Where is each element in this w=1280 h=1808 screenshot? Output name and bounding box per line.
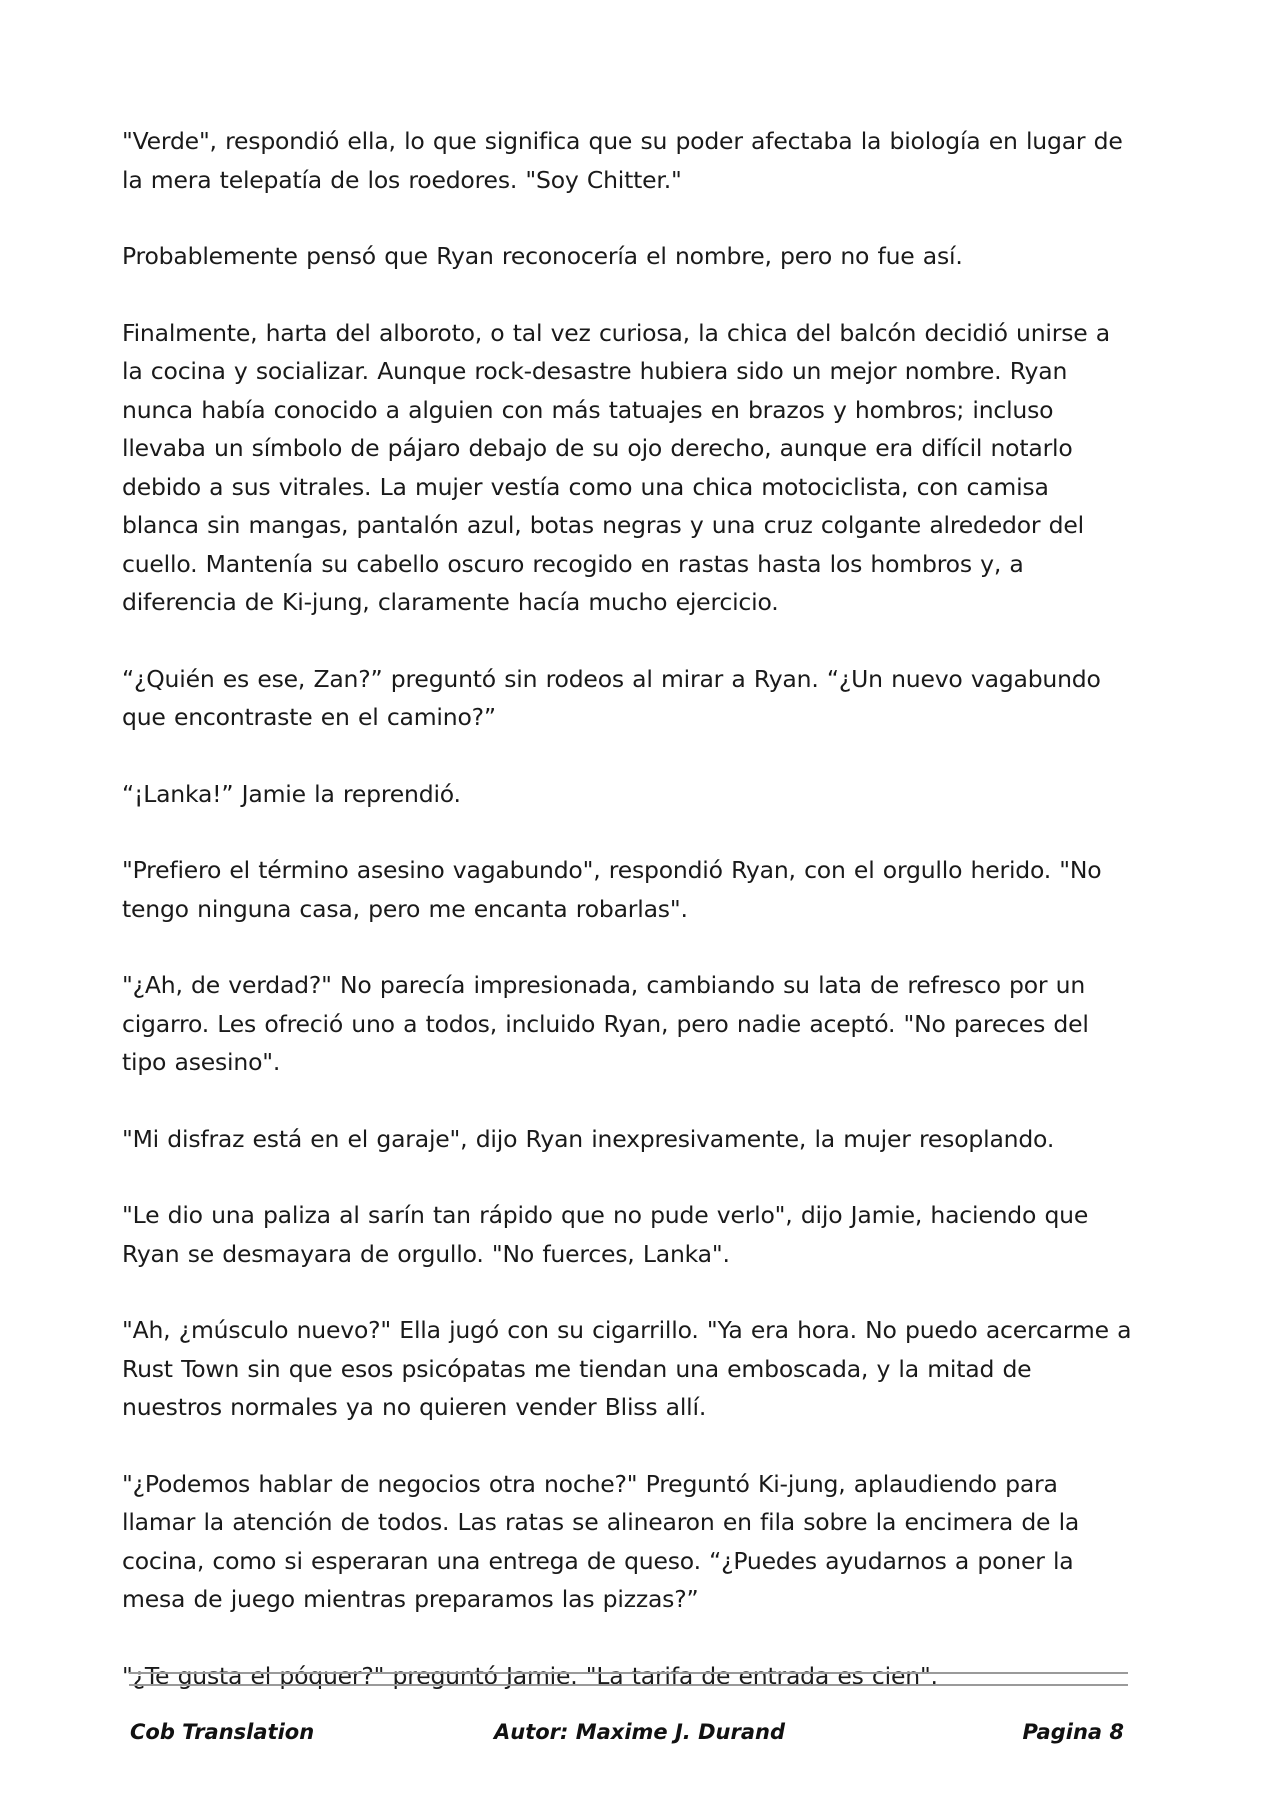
paragraph: "Le dio una paliza al sarín tan rápido que no pude verlo", dijo Jamie, haciendo que Ryan se desmayara de orgullo. "No fuerces, Lanka". — [122, 1201, 1089, 1268]
paragraph: "Verde", respondió ella, lo que significa que su poder afectaba la biología en lugar de la mera telepatía de los roedores. "Soy Chitter." — [122, 127, 1123, 194]
footer-divider-top — [129, 1672, 1128, 1674]
paragraph: “¡Lanka!” Jamie la reprendió. — [122, 779, 461, 808]
paragraph: "Mi disfraz está en el garaje", dijo Ryan inexpresivamente, la mujer resoplando. — [122, 1124, 1055, 1153]
paragraph: "¿Podemos hablar de negocios otra noche?" Preguntó Ki-jung, aplaudiendo para llamar la atención de todos. Las ratas se alinearon en fila sobre la encimera de la cocina, como si esperaran una entrega de queso. “¿Puedes ayudarnos a poner la mesa de juego mientras preparamos las pizzas?” — [122, 1469, 1080, 1613]
paragraph: "Ah, ¿músculo nuevo?" Ella jugó con su cigarrillo. "Ya era hora. No puedo acercarme a Rust Town sin que esos psicópatas me tiendan una emboscada, y la mitad de nuestros normales ya no quieren vender Bliss allí. — [122, 1316, 1132, 1421]
paragraph: Probablemente pensó que Ryan reconocería el nombre, pero no fue así. — [122, 242, 963, 270]
paragraph: "Prefiero el término asesino vagabundo", respondió Ryan, con el orgullo herido. "No tengo ninguna casa, pero me encanta robarlas". — [122, 856, 1102, 923]
paragraph: "¿Te gusta el póquer?" preguntó Jamie. "La tarifa de entrada es cien". — [122, 1661, 938, 1690]
paragraph: "¿Ah, de verdad?" No parecía impresionada, cambiando su lata de refresco por un cigarro. Les ofreció uno a todos, incluido Ryan, pero nadie aceptó. "No pareces del tipo asesino". — [122, 971, 1089, 1076]
footer-page-number: Pagina 8 — [1022, 1720, 1124, 1744]
paragraph: Finalmente, harta del alboroto, o tal vez curiosa, la chica del balcón decidió unirse a la cocina y socializar. Aunque rock-desastre hubiera sido un mejor nombre. Ryan nunca había conocido a alguien con más tatuajes en brazos y hombros; incluso llevaba un símbolo de pájaro debajo de su ojo derecho, aunque era difícil notarlo debido a sus vitrales. La mujer vestía como una chica motociclista, con camisa blanca sin mangas, pantalón azul, botas negras y una cruz colgante alrededor del cuello. Mantenía su cabello oscuro recogido en rastas hasta los hombros y, a diferencia de Ki-jung, claramente hacía mucho ejercicio. — [122, 318, 1110, 616]
footer-translator: Cob Translation — [130, 1720, 315, 1744]
paragraph: “¿Quién es ese, Zan?” preguntó sin rodeos al mirar a Ryan. “¿Un nuevo vagabundo que encontraste en el camino?” — [122, 664, 1101, 731]
body-text — [122, 122, 1132, 1733]
footer-author: Autor: Maxime J. Durand — [494, 1720, 785, 1744]
footer-divider-bottom — [129, 1684, 1128, 1686]
